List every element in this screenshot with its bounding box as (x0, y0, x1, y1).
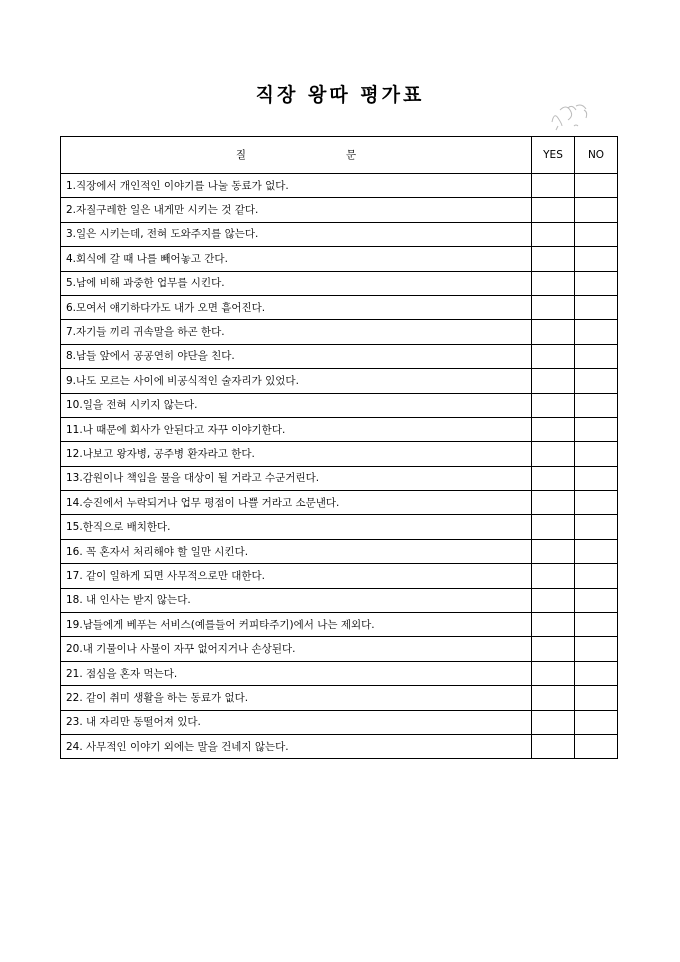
yes-checkbox-cell[interactable] (532, 271, 575, 295)
no-checkbox-cell[interactable] (575, 710, 618, 734)
yes-checkbox-cell[interactable] (532, 442, 575, 466)
table-row (61, 491, 618, 515)
no-checkbox-cell[interactable] (575, 661, 618, 685)
table-row (61, 686, 618, 710)
table-row (61, 198, 618, 222)
yes-checkbox-cell[interactable] (532, 515, 575, 539)
yes-column-header: YES (532, 137, 575, 174)
table-row (61, 588, 618, 612)
no-checkbox-cell[interactable] (575, 442, 618, 466)
no-checkbox-cell[interactable] (575, 637, 618, 661)
yes-checkbox-cell[interactable] (532, 369, 575, 393)
table-row (61, 369, 618, 393)
yes-checkbox-cell[interactable] (532, 686, 575, 710)
no-checkbox-cell[interactable] (575, 539, 618, 563)
question-text: 4.회식에 갈 때 나를 빼어놓고 간다. (61, 247, 532, 271)
no-checkbox-cell[interactable] (575, 515, 618, 539)
yes-checkbox-cell[interactable] (532, 710, 575, 734)
yes-checkbox-cell[interactable] (532, 588, 575, 612)
no-checkbox-cell[interactable] (575, 222, 618, 246)
no-checkbox-cell[interactable] (575, 734, 618, 758)
question-text: 12.나보고 왕자병, 공주병 환자라고 한다. (61, 442, 532, 466)
table-row (61, 174, 618, 198)
yes-checkbox-cell[interactable] (532, 734, 575, 758)
table-header-row (61, 137, 618, 174)
evaluation-table (60, 136, 618, 759)
question-text: 13.감원이나 책임을 물을 대상이 될 거라고 수군거린다. (61, 466, 532, 490)
table-row (61, 613, 618, 637)
question-text: 14.승진에서 누락되거나 업무 평점이 나쁠 거라고 소문낸다. (61, 491, 532, 515)
no-checkbox-cell[interactable] (575, 686, 618, 710)
yes-checkbox-cell[interactable] (532, 222, 575, 246)
question-text: 20.내 기물이나 사물이 자꾸 없어지거나 손상된다. (61, 637, 532, 661)
table-row (61, 661, 618, 685)
table-row (61, 417, 618, 441)
question-text: 9.나도 모르는 사이에 비공식적인 술자리가 있었다. (61, 369, 532, 393)
question-text: 21. 점심을 혼자 먹는다. (61, 661, 532, 685)
yes-checkbox-cell[interactable] (532, 295, 575, 319)
yes-checkbox-cell[interactable] (532, 491, 575, 515)
no-checkbox-cell[interactable] (575, 174, 618, 198)
yes-checkbox-cell[interactable] (532, 174, 575, 198)
document-title: 직장 왕따 평가표 (255, 84, 425, 106)
no-checkbox-cell[interactable] (575, 369, 618, 393)
question-text: 3.일은 시키는데, 전혀 도와주지를 않는다. (61, 222, 532, 246)
yes-checkbox-cell[interactable] (532, 466, 575, 490)
question-text: 22. 같이 취미 생활을 하는 동료가 없다. (61, 686, 532, 710)
no-column-header: NO (575, 137, 618, 174)
table-row (61, 564, 618, 588)
no-checkbox-cell[interactable] (575, 320, 618, 344)
question-text: 2.자질구레한 일은 내게만 시키는 것 같다. (61, 198, 532, 222)
table-row (61, 247, 618, 271)
question-column-header: 질 문 (61, 137, 532, 174)
table-row (61, 271, 618, 295)
question-text: 7.자기들 끼리 귀속말을 하곤 한다. (61, 320, 532, 344)
question-text: 5.남에 비해 과중한 업무를 시킨다. (61, 271, 532, 295)
question-text: 6.모여서 얘기하다가도 내가 오면 흩어진다. (61, 295, 532, 319)
table-row (61, 320, 618, 344)
yes-checkbox-cell[interactable] (532, 198, 575, 222)
no-checkbox-cell[interactable] (575, 417, 618, 441)
yes-checkbox-cell[interactable] (532, 320, 575, 344)
yes-checkbox-cell[interactable] (532, 247, 575, 271)
question-text: 10.일을 전혀 시키지 않는다. (61, 393, 532, 417)
no-checkbox-cell[interactable] (575, 271, 618, 295)
no-checkbox-cell[interactable] (575, 344, 618, 368)
table-row (61, 466, 618, 490)
no-checkbox-cell[interactable] (575, 247, 618, 271)
table-row (61, 637, 618, 661)
yes-checkbox-cell[interactable] (532, 637, 575, 661)
yes-checkbox-cell[interactable] (532, 393, 575, 417)
question-text: 23. 내 자리만 동떨어져 있다. (61, 710, 532, 734)
table-row (61, 539, 618, 563)
table-row (61, 710, 618, 734)
question-text: 16. 꼭 혼자서 처리해야 할 일만 시킨다. (61, 539, 532, 563)
table-row (61, 222, 618, 246)
table-row (61, 442, 618, 466)
no-checkbox-cell[interactable] (575, 613, 618, 637)
question-text: 19.남들에게 베푸는 서비스(예를들어 커피타주기)에서 나는 제외다. (61, 613, 532, 637)
no-checkbox-cell[interactable] (575, 588, 618, 612)
question-text: 18. 내 인사는 받지 않는다. (61, 588, 532, 612)
no-checkbox-cell[interactable] (575, 491, 618, 515)
no-checkbox-cell[interactable] (575, 198, 618, 222)
yes-checkbox-cell[interactable] (532, 344, 575, 368)
yes-checkbox-cell[interactable] (532, 661, 575, 685)
no-checkbox-cell[interactable] (575, 295, 618, 319)
table-row (61, 295, 618, 319)
question-text: 11.나 때문에 회사가 안된다고 자꾸 이야기한다. (61, 417, 532, 441)
scribble-mark (546, 96, 596, 136)
table-row (61, 393, 618, 417)
yes-checkbox-cell[interactable] (532, 417, 575, 441)
question-text: 24. 사무적인 이야기 외에는 말을 건네지 않는다. (61, 734, 532, 758)
yes-checkbox-cell[interactable] (532, 539, 575, 563)
no-checkbox-cell[interactable] (575, 393, 618, 417)
table-row (61, 734, 618, 758)
no-checkbox-cell[interactable] (575, 564, 618, 588)
table-row (61, 515, 618, 539)
question-text: 1.직장에서 개인적인 이야기를 나눌 동료가 없다. (61, 174, 532, 198)
table-row (61, 344, 618, 368)
yes-checkbox-cell[interactable] (532, 613, 575, 637)
question-text: 8.남들 앞에서 공공연히 야단을 친다. (61, 344, 532, 368)
yes-checkbox-cell[interactable] (532, 564, 575, 588)
no-checkbox-cell[interactable] (575, 466, 618, 490)
question-text: 15.한직으로 배치한다. (61, 515, 532, 539)
question-text: 17. 같이 일하게 되면 사무적으로만 대한다. (61, 564, 532, 588)
